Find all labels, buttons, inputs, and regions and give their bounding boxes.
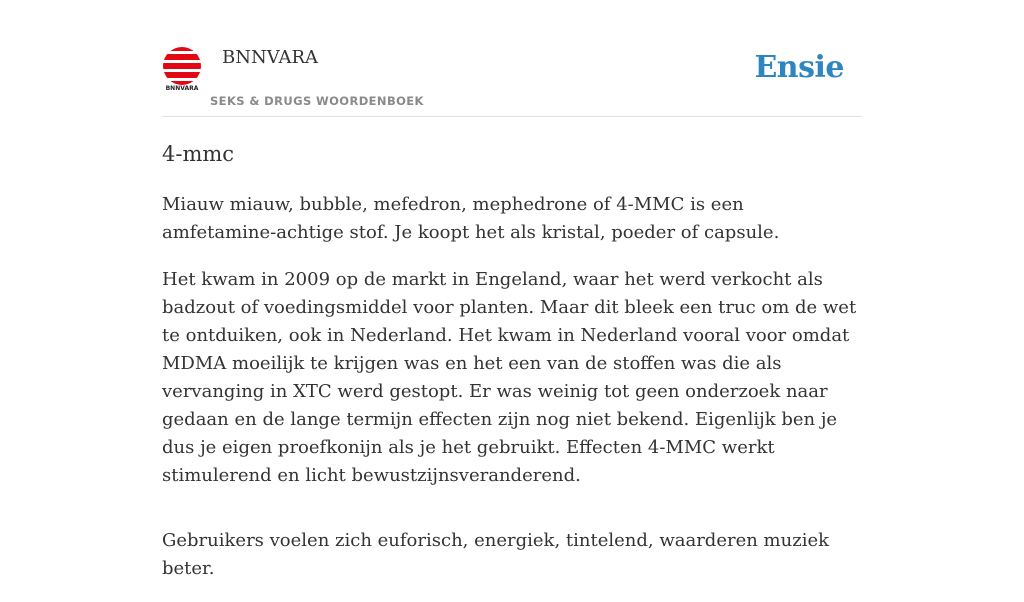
brand-name: BNNVARA bbox=[222, 47, 319, 68]
definition-paragraph: Miauw miauw, bubble, mefedron, mephedrone of 4-MMC is een amfetamine-achtige stof. Je koopt het als kristal, poeder of capsule. bbox=[162, 194, 780, 243]
ensie-logo-link[interactable]: Ensie bbox=[754, 50, 844, 85]
definition-paragraph: Gebruikers voelen zich euforisch, energiek, tintelend, waarderen muziek beter. bbox=[162, 530, 830, 579]
dictionary-subtitle: SEKS & DRUGS WOORDENBOEK bbox=[210, 94, 424, 108]
logo-text: BNNVARA bbox=[165, 85, 199, 92]
term-title: 4-mmc bbox=[162, 142, 235, 166]
bnnvara-logo[interactable] bbox=[162, 46, 202, 92]
header bbox=[162, 40, 862, 117]
definition-paragraph: Het kwam in 2009 op de markt in Engeland, waar het werd verkocht als badzout of voedingsmiddel voor planten. Maar dit bleek een truc om de wet te ontduiken, ook in Nederland. Het kwam in Nederland vooral voor omdat MDMA moeilijk te krijgen was en het een van de stoffen was die als vervanging in XTC werd gestopt. Er was weinig tot geen onderzoek naar gedaan en de lange termijn effecten zijn nog niet bekend. Eigenlijk ben je dus je eigen proefkonijn als je het gebruikt. Effecten 4-MMC werkt stimulerend en licht bewustzijnsveranderend. bbox=[162, 269, 857, 486]
article bbox=[162, 137, 862, 602]
